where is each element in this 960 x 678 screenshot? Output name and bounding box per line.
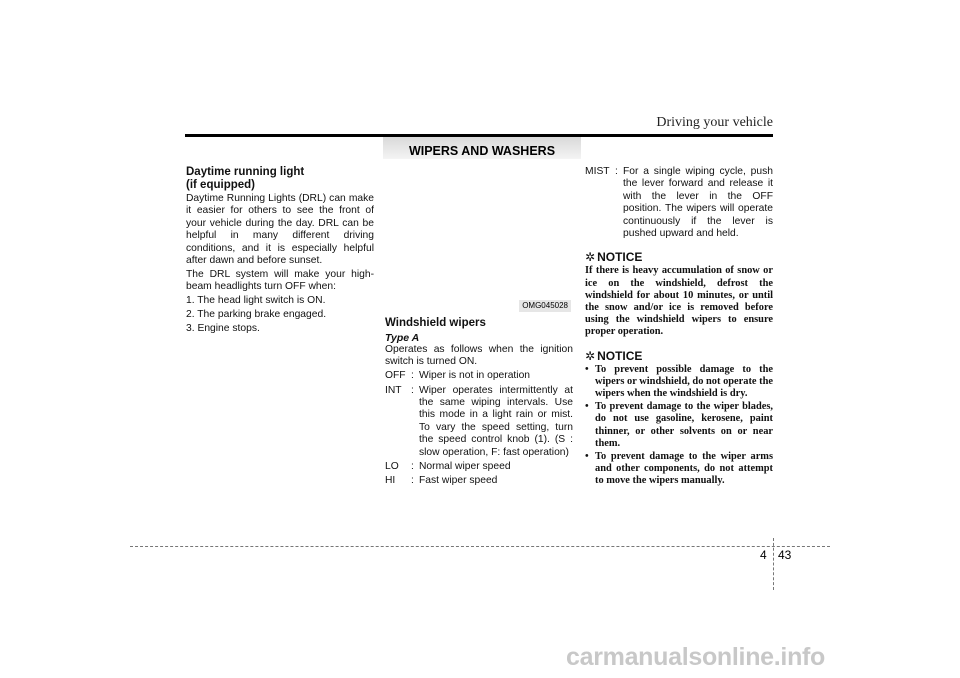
wipers-heading: Windshield wipers [385,317,486,329]
wiper-mode-hi [385,475,573,487]
wipers-type-label: Type A [385,331,420,344]
drl-list-item: 3. Engine stops. [186,323,260,335]
mode-colon: : [411,461,414,473]
mode-colon: : [615,166,618,177]
mode-key: LO [385,461,399,473]
drl-list-item: 1. The head light switch is ON. [186,295,326,307]
section-banner: WIPERS AND WASHERS [383,137,581,159]
mode-text: For a single wiping cycle, push the lever forward and release it with the lever in the OFF position. The wipers will operate continuously if the lever is pushed upward and held. [623,166,773,240]
drl-list-item: 2. The parking brake engaged. [186,309,327,321]
bullet-icon: • [585,401,589,413]
wiper-figure [385,166,573,312]
mode-colon: : [411,370,414,382]
wipers-intro: Operates as follows when the ignition switch is turned ON. [385,343,573,368]
mode-text: Wiper is not in operation [419,370,531,382]
bullet-icon: • [585,451,589,463]
mode-text: Normal wiper speed [419,461,511,473]
notice-2-title [585,349,773,363]
notice-2-bullet [585,451,773,488]
wiper-mode-lo [385,461,573,473]
bullet-icon: • [585,363,589,375]
bullet-text: To prevent damage to the wiper blades, do not use gasoline, kerosene, paint thinner, or other solvents on or near them. [595,401,773,449]
notice-star-icon: ✲ [585,250,596,265]
notice-1-title-text: NOTICE [597,250,643,265]
bullet-text: To prevent possible damage to the wipers or windshield, do not operate the wipers when the windshield is dry. [595,363,773,400]
notice-2-bullet [585,364,773,401]
page-number: 43 [778,548,792,562]
mode-key: HI [385,475,396,487]
figure-code: OMG045028 [519,300,571,312]
mode-colon: : [411,475,414,487]
notice-2-title-text: NOTICE [597,348,643,363]
column-left [186,166,374,337]
drl-heading-line2: (if equipped) [186,178,255,191]
footer-vertical-rule [773,538,774,590]
notice-1-title [585,250,773,264]
notice-1-body: If there is heavy accumulation of snow or ice on the windshield, defrost the windshield for about 10 minutes, or until the snow and/or ice is removed before using the windshield wipers to ensure proper operation. [585,265,773,338]
drl-heading [186,166,374,191]
drl-paragraph-1: Daytime Running Lights (DRL) can make it easier for others to see the front of your vehicle during the day. DRL can be helpful in many different driving conditions, and it is especially helpful after dawn and before sunset. [186,193,374,267]
column-right [585,166,773,489]
notice-2-bullet [585,401,773,450]
wiper-mode-int [385,385,573,459]
mode-colon: : [411,384,414,396]
bullet-text: To prevent damage to the wiper arms and other components, do not attempt to move the wipers manually. [595,451,773,487]
mode-key: INT [385,384,402,396]
notice-star-icon: ✲ [585,348,596,363]
chapter-number: 4 [760,548,767,562]
wiper-mode-mist [585,166,773,240]
mode-text: Wiper operates intermittently at the same wiping intervals. Use this mode in a light rain or mist. To vary the speed setting, turn the speed control knob (1). (S : slow operation, F: fast operation) [419,384,573,458]
wiper-mode-off [385,370,573,382]
mode-text: Fast wiper speed [419,475,498,487]
mode-key: OFF [385,370,406,382]
drl-heading-line1: Daytime running light [186,166,305,178]
drl-paragraph-2: The DRL system will make your high-beam headlights turn OFF when: [186,268,374,293]
mode-key: MIST [585,166,610,177]
column-middle [385,166,573,490]
watermark: carmanualsonline.info [566,643,826,671]
header-section-title: Driving your vehicle [656,115,773,130]
footer-rule [130,546,830,547]
